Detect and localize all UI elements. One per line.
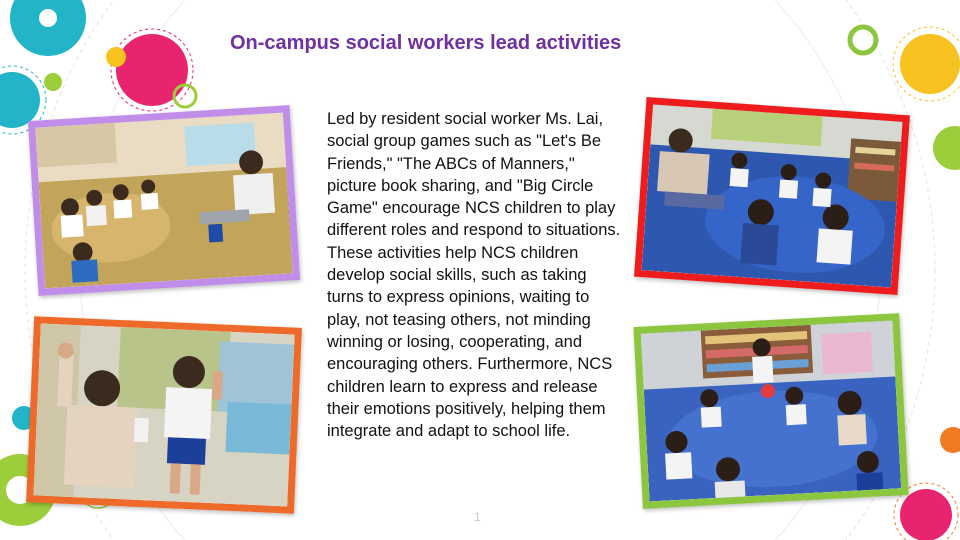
yellow-circle-decoration bbox=[900, 34, 960, 94]
photo-children-circle-blue-mat bbox=[634, 97, 910, 295]
photo-social-worker-with-children bbox=[28, 105, 300, 296]
photo-image bbox=[33, 324, 294, 507]
photo-big-circle-game-library bbox=[633, 313, 908, 509]
photo-image bbox=[641, 321, 901, 502]
teal-circle-decoration bbox=[10, 0, 86, 56]
photo-image bbox=[642, 104, 903, 287]
pink-circle-decoration bbox=[116, 34, 188, 106]
photo-image bbox=[35, 113, 292, 289]
page-number: 1 bbox=[474, 510, 481, 524]
photo-teacher-and-girl-raising-hands bbox=[26, 316, 302, 514]
body-paragraph: Led by resident social worker Ms. Lai, social group games such as "Let's Be Friends," "The ABCs of Manners," picture book sharing, and "Big Circle Game" encourage NCS children to play different roles and respond to situations. These activities help NCS children develop social skills, such as taking turns to express opinions, waiting to play, not teasing others, not minding winning or losing, cooperating, and encouraging others. Furthermore, NCS children learn to express and release their emotions positively, helping them integrate and adapt to school life. bbox=[327, 110, 621, 441]
page-title: On-campus social workers lead activities bbox=[230, 32, 622, 54]
